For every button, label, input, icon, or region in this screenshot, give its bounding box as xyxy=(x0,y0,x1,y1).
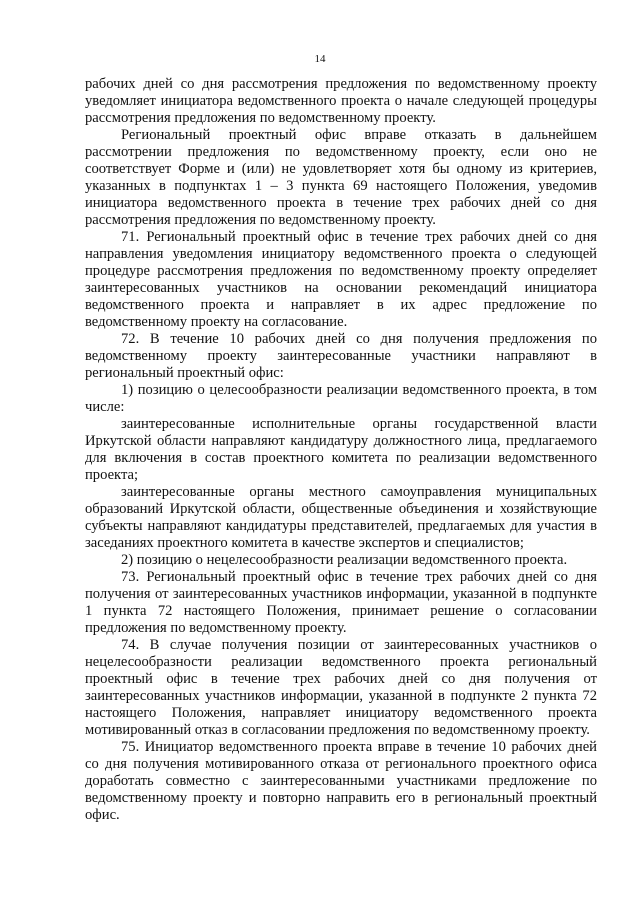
paragraph: рабочих дней со дня рассмотрения предложения по ведомственному проекту уведомляет инициатора ведомственного проекта о начале следующей процедуры рассмотрения предложения по ведомственному проекту. xyxy=(85,76,597,126)
body-text xyxy=(85,76,597,824)
paragraph-item-72: 72. В течение 10 рабочих дней со дня получения предложения по ведомственному проекту заинтересованные участники направляют в региональный проектный офис: xyxy=(85,331,597,381)
paragraph-item-75: 75. Инициатор ведомственного проекта вправе в течение 10 рабочих дней со дня получения мотивированного отказа от регионального проектного офиса доработать совместно с заинтересованными участниками предложение по ведомственному проекту и повторно направить его в региональный проектный офис. xyxy=(85,739,597,823)
paragraph: Региональный проектный офис вправе отказать в дальнейшем рассмотрении предложения по ведомственному проекту, если оно не соответствует Форме и (или) не удовлетворяет хотя бы одному из критериев, указанных в подпунктах 1 – 3 пункта 69 настоящего Положения, уведомив инициатора ведомственного проекта в течение трех рабочих дней со дня рассмотрения предложения по ведомственному проекту. xyxy=(85,127,597,228)
paragraph: заинтересованные органы местного самоуправления муниципальных образований Иркутской области, общественные объединения и хозяйствующие субъекты направляют кандидатуры представителей, предлагаемых для участия в заседаниях проектного комитета в качестве экспертов и специалистов; xyxy=(85,484,597,551)
paragraph-item-71: 71. Региональный проектный офис в течение трех рабочих дней со дня направления уведомления инициатору ведомственного проекта о следующей процедуре рассмотрения предложения по ведомственному проекту определяет заинтересованных участников на основании рекомендаций инициатора ведомственного проекта и направляет в их адрес предложение по ведомственному проекту на согласование. xyxy=(85,229,597,330)
page-number: 14 xyxy=(314,53,326,65)
paragraph-item-73: 73. Региональный проектный офис в течение трех рабочих дней со дня получения от заинтересованных участников информации, указанной в подпункте 1 пункта 72 настоящего Положения, принимает решение о согласовании предложения по ведомственному проекту. xyxy=(85,569,597,636)
subitem-2: 2) позицию о нецелесообразности реализации ведомственного проекта. xyxy=(121,552,568,568)
subitem-1: 1) позицию о целесообразности реализации ведомственного проекта, в том числе: xyxy=(85,382,597,415)
paragraph-item-74: 74. В случае получения позиции от заинтересованных участников о нецелесообразности реализации ведомственного проекта региональный проектный офис в течение трех рабочих дней со дня получения от заинтересованных участников информации, указанной в подпункте 2 пункта 72 настоящего Положения, направляет инициатору ведомственного проекта мотивированный отказ в согласовании предложения по ведомственному проекту. xyxy=(85,637,597,738)
paragraph: заинтересованные исполнительные органы государственной власти Иркутской области направляют кандидатуру должностного лица, предлагаемого для включения в состав проектного комитета по реализации ведомственного проекта; xyxy=(85,416,597,483)
